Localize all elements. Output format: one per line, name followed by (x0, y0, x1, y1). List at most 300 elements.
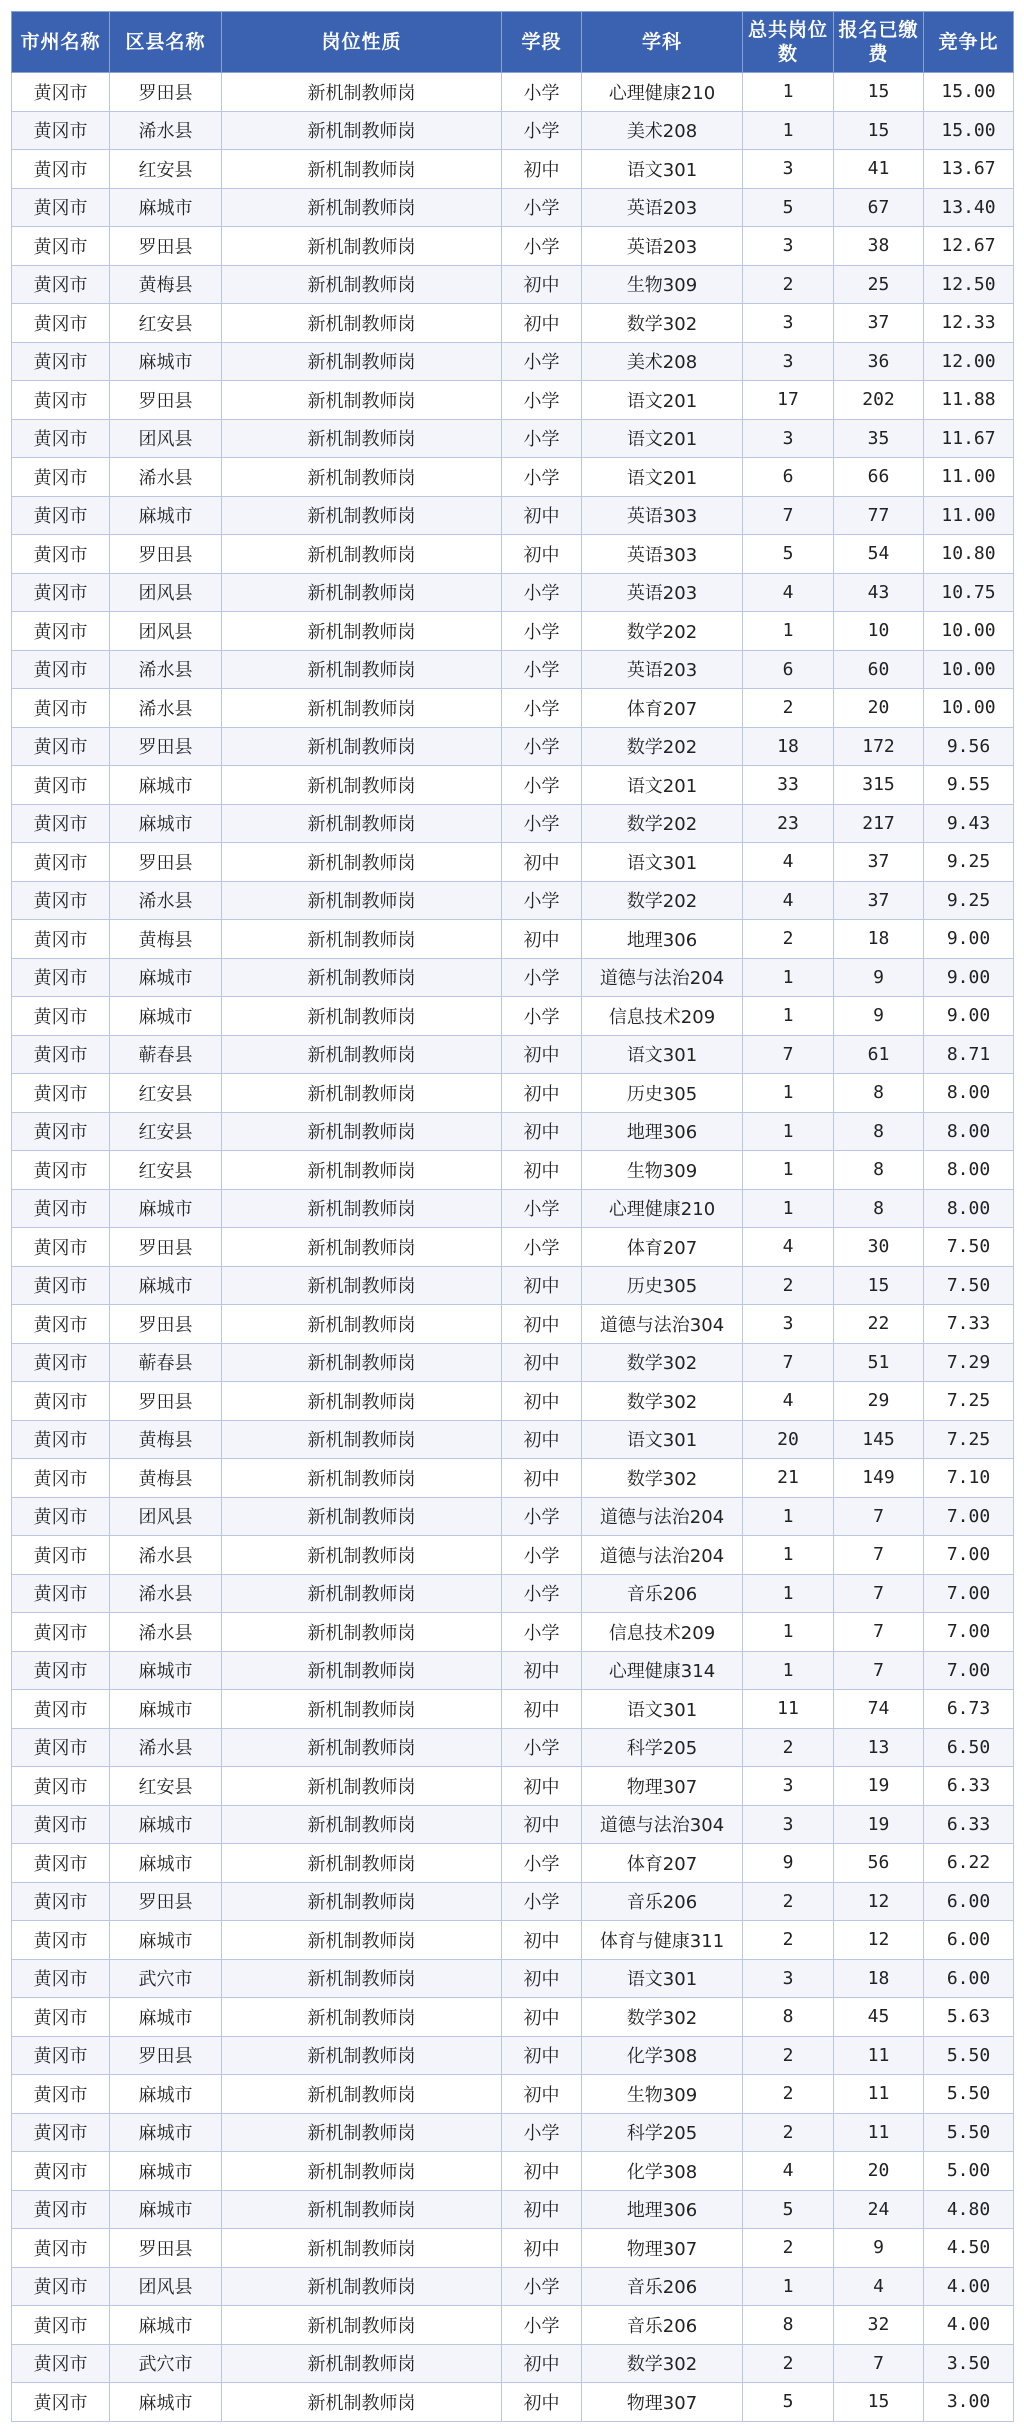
header-paid-applicants: 报名已缴费 (834, 12, 924, 73)
cell-competition-ratio: 7.33 (924, 1305, 1014, 1344)
cell-competition-ratio: 10.00 (924, 650, 1014, 689)
cell-competition-ratio: 7.50 (924, 1228, 1014, 1267)
cell-total-positions: 1 (743, 1074, 834, 1113)
cell-paid-applicants: 25 (834, 265, 924, 304)
table-row (12, 1189, 1014, 1228)
cell-competition-ratio: 9.55 (924, 766, 1014, 805)
cell-county: 浠水县 (110, 1536, 222, 1575)
cell-position-type: 新机制教师岗 (222, 188, 502, 227)
cell-paid-applicants: 74 (834, 1690, 924, 1729)
cell-paid-applicants: 8 (834, 1112, 924, 1151)
cell-city: 黄冈市 (12, 1266, 110, 1305)
cell-subject: 语文301 (582, 1420, 743, 1459)
cell-subject: 体育207 (582, 1844, 743, 1883)
cell-position-type: 新机制教师岗 (222, 1074, 502, 1113)
cell-city: 黄冈市 (12, 997, 110, 1036)
cell-paid-applicants: 30 (834, 1228, 924, 1267)
cell-competition-ratio: 7.00 (924, 1613, 1014, 1652)
cell-total-positions: 1 (743, 1497, 834, 1536)
cell-county: 黄梅县 (110, 1420, 222, 1459)
table-row (12, 2306, 1014, 2345)
cell-school-level: 小学 (502, 2267, 582, 2306)
cell-total-positions: 5 (743, 188, 834, 227)
cell-total-positions: 1 (743, 612, 834, 651)
cell-city: 黄冈市 (12, 727, 110, 766)
cell-position-type: 新机制教师岗 (222, 2113, 502, 2152)
cell-county: 麻城市 (110, 766, 222, 805)
table-row (12, 1921, 1014, 1960)
cell-subject: 语文301 (582, 1690, 743, 1729)
cell-subject: 数学302 (582, 2344, 743, 2383)
cell-city: 黄冈市 (12, 2152, 110, 2191)
cell-city: 黄冈市 (12, 496, 110, 535)
cell-competition-ratio: 9.56 (924, 727, 1014, 766)
cell-school-level: 初中 (502, 1151, 582, 1190)
cell-total-positions: 2 (743, 2075, 834, 2114)
cell-paid-applicants: 7 (834, 1613, 924, 1652)
cell-subject: 数学302 (582, 304, 743, 343)
table-row (12, 689, 1014, 728)
cell-total-positions: 1 (743, 1574, 834, 1613)
cell-city: 黄冈市 (12, 1844, 110, 1883)
cell-city: 黄冈市 (12, 2036, 110, 2075)
cell-subject: 英语203 (582, 188, 743, 227)
cell-paid-applicants: 22 (834, 1305, 924, 1344)
cell-total-positions: 33 (743, 766, 834, 805)
cell-school-level: 初中 (502, 1690, 582, 1729)
cell-school-level: 小学 (502, 1189, 582, 1228)
cell-school-level: 初中 (502, 535, 582, 574)
cell-position-type: 新机制教师岗 (222, 612, 502, 651)
cell-subject: 体育与健康311 (582, 1921, 743, 1960)
cell-position-type: 新机制教师岗 (222, 1420, 502, 1459)
cell-school-level: 初中 (502, 1035, 582, 1074)
cell-school-level: 初中 (502, 1074, 582, 1113)
cell-position-type: 新机制教师岗 (222, 2267, 502, 2306)
cell-position-type: 新机制教师岗 (222, 1343, 502, 1382)
table-row (12, 881, 1014, 920)
cell-school-level: 小学 (502, 573, 582, 612)
cell-city: 黄冈市 (12, 843, 110, 882)
cell-total-positions: 3 (743, 1305, 834, 1344)
cell-county: 麻城市 (110, 342, 222, 381)
cell-city: 黄冈市 (12, 535, 110, 574)
cell-school-level: 初中 (502, 1921, 582, 1960)
cell-school-level: 小学 (502, 727, 582, 766)
cell-city: 黄冈市 (12, 1536, 110, 1575)
cell-subject: 生物309 (582, 2075, 743, 2114)
table-row (12, 2267, 1014, 2306)
cell-total-positions: 3 (743, 227, 834, 266)
table-row (12, 1343, 1014, 1382)
cell-competition-ratio: 7.00 (924, 1574, 1014, 1613)
cell-competition-ratio: 5.50 (924, 2036, 1014, 2075)
cell-paid-applicants: 202 (834, 381, 924, 420)
cell-county: 罗田县 (110, 727, 222, 766)
table-row (12, 2036, 1014, 2075)
cell-subject: 音乐206 (582, 2267, 743, 2306)
cell-county: 麻城市 (110, 2383, 222, 2422)
cell-school-level: 初中 (502, 496, 582, 535)
cell-school-level: 初中 (502, 304, 582, 343)
cell-position-type: 新机制教师岗 (222, 73, 502, 112)
cell-competition-ratio: 10.80 (924, 535, 1014, 574)
cell-position-type: 新机制教师岗 (222, 920, 502, 959)
cell-competition-ratio: 11.00 (924, 458, 1014, 497)
cell-paid-applicants: 7 (834, 1651, 924, 1690)
table-row (12, 1497, 1014, 1536)
cell-school-level: 小学 (502, 342, 582, 381)
table-row (12, 1382, 1014, 1421)
cell-county: 浠水县 (110, 1574, 222, 1613)
cell-school-level: 初中 (502, 920, 582, 959)
cell-competition-ratio: 4.50 (924, 2229, 1014, 2268)
cell-position-type: 新机制教师岗 (222, 2190, 502, 2229)
cell-competition-ratio: 9.25 (924, 881, 1014, 920)
cell-county: 浠水县 (110, 1728, 222, 1767)
cell-total-positions: 4 (743, 573, 834, 612)
cell-subject: 科学205 (582, 2113, 743, 2152)
cell-competition-ratio: 12.33 (924, 304, 1014, 343)
cell-total-positions: 17 (743, 381, 834, 420)
cell-competition-ratio: 3.50 (924, 2344, 1014, 2383)
cell-competition-ratio: 3.00 (924, 2383, 1014, 2422)
cell-city: 黄冈市 (12, 2383, 110, 2422)
cell-competition-ratio: 7.25 (924, 1382, 1014, 1421)
cell-subject: 语文301 (582, 1035, 743, 1074)
cell-total-positions: 21 (743, 1459, 834, 1498)
cell-total-positions: 1 (743, 997, 834, 1036)
table-row (12, 573, 1014, 612)
cell-total-positions: 4 (743, 843, 834, 882)
cell-paid-applicants: 45 (834, 1998, 924, 2037)
cell-position-type: 新机制教师岗 (222, 1805, 502, 1844)
cell-competition-ratio: 7.29 (924, 1343, 1014, 1382)
table-row (12, 150, 1014, 189)
cell-paid-applicants: 217 (834, 804, 924, 843)
cell-position-type: 新机制教师岗 (222, 2036, 502, 2075)
cell-paid-applicants: 9 (834, 2229, 924, 2268)
cell-city: 黄冈市 (12, 2267, 110, 2306)
cell-county: 红安县 (110, 1767, 222, 1806)
cell-city: 黄冈市 (12, 1189, 110, 1228)
cell-paid-applicants: 11 (834, 2113, 924, 2152)
cell-position-type: 新机制教师岗 (222, 573, 502, 612)
cell-city: 黄冈市 (12, 1882, 110, 1921)
cell-total-positions: 2 (743, 1921, 834, 1960)
cell-position-type: 新机制教师岗 (222, 1613, 502, 1652)
cell-paid-applicants: 37 (834, 881, 924, 920)
cell-total-positions: 4 (743, 881, 834, 920)
cell-subject: 数学302 (582, 1343, 743, 1382)
cell-city: 黄冈市 (12, 227, 110, 266)
cell-subject: 体育207 (582, 1228, 743, 1267)
cell-paid-applicants: 43 (834, 573, 924, 612)
cell-county: 罗田县 (110, 2036, 222, 2075)
cell-position-type: 新机制教师岗 (222, 111, 502, 150)
cell-county: 麻城市 (110, 2113, 222, 2152)
cell-school-level: 小学 (502, 958, 582, 997)
cell-competition-ratio: 12.50 (924, 265, 1014, 304)
cell-competition-ratio: 15.00 (924, 111, 1014, 150)
cell-city: 黄冈市 (12, 304, 110, 343)
cell-county: 罗田县 (110, 1382, 222, 1421)
cell-total-positions: 4 (743, 2152, 834, 2191)
table-row (12, 1112, 1014, 1151)
cell-total-positions: 1 (743, 111, 834, 150)
cell-paid-applicants: 19 (834, 1805, 924, 1844)
cell-school-level: 初中 (502, 1767, 582, 1806)
cell-county: 麻城市 (110, 1844, 222, 1883)
cell-county: 罗田县 (110, 381, 222, 420)
cell-paid-applicants: 13 (834, 1728, 924, 1767)
cell-county: 团风县 (110, 2267, 222, 2306)
cell-position-type: 新机制教师岗 (222, 1035, 502, 1074)
cell-paid-applicants: 77 (834, 496, 924, 535)
cell-paid-applicants: 7 (834, 1497, 924, 1536)
cell-city: 黄冈市 (12, 458, 110, 497)
cell-position-type: 新机制教师岗 (222, 1998, 502, 2037)
cell-city: 黄冈市 (12, 1690, 110, 1729)
cell-position-type: 新机制教师岗 (222, 1728, 502, 1767)
cell-position-type: 新机制教师岗 (222, 958, 502, 997)
cell-position-type: 新机制教师岗 (222, 1959, 502, 1998)
table-row (12, 1651, 1014, 1690)
table-row (12, 2113, 1014, 2152)
cell-school-level: 小学 (502, 1497, 582, 1536)
cell-total-positions: 6 (743, 458, 834, 497)
cell-paid-applicants: 56 (834, 1844, 924, 1883)
table-header (12, 12, 1014, 73)
cell-total-positions: 11 (743, 1690, 834, 1729)
header-county: 区县名称 (110, 12, 222, 73)
table-row (12, 2344, 1014, 2383)
cell-county: 黄梅县 (110, 920, 222, 959)
table-row (12, 227, 1014, 266)
cell-position-type: 新机制教师岗 (222, 881, 502, 920)
cell-position-type: 新机制教师岗 (222, 304, 502, 343)
cell-county: 红安县 (110, 1112, 222, 1151)
cell-subject: 体育207 (582, 689, 743, 728)
cell-county: 麻城市 (110, 958, 222, 997)
cell-school-level: 初中 (502, 2383, 582, 2422)
table-row (12, 1228, 1014, 1267)
cell-subject: 英语303 (582, 535, 743, 574)
cell-competition-ratio: 4.80 (924, 2190, 1014, 2229)
cell-total-positions: 18 (743, 727, 834, 766)
header-city: 市州名称 (12, 12, 110, 73)
cell-competition-ratio: 10.00 (924, 612, 1014, 651)
cell-city: 黄冈市 (12, 1574, 110, 1613)
cell-subject: 物理307 (582, 1767, 743, 1806)
table-row (12, 73, 1014, 112)
cell-school-level: 小学 (502, 73, 582, 112)
cell-county: 团风县 (110, 573, 222, 612)
cell-position-type: 新机制教师岗 (222, 1305, 502, 1344)
header-competition-ratio: 竞争比 (924, 12, 1014, 73)
cell-position-type: 新机制教师岗 (222, 2152, 502, 2191)
cell-subject: 历史305 (582, 1266, 743, 1305)
cell-subject: 道德与法治304 (582, 1805, 743, 1844)
cell-school-level: 小学 (502, 419, 582, 458)
table-row (12, 1959, 1014, 1998)
cell-competition-ratio: 6.22 (924, 1844, 1014, 1883)
table-row (12, 111, 1014, 150)
cell-county: 武穴市 (110, 2344, 222, 2383)
cell-city: 黄冈市 (12, 573, 110, 612)
cell-paid-applicants: 20 (834, 2152, 924, 2191)
cell-competition-ratio: 9.43 (924, 804, 1014, 843)
table-row (12, 650, 1014, 689)
cell-county: 罗田县 (110, 1882, 222, 1921)
header-total-positions: 总共岗位数 (743, 12, 834, 73)
cell-city: 黄冈市 (12, 920, 110, 959)
table-row (12, 766, 1014, 805)
cell-total-positions: 1 (743, 73, 834, 112)
cell-paid-applicants: 7 (834, 1574, 924, 1613)
cell-school-level: 小学 (502, 381, 582, 420)
cell-county: 麻城市 (110, 496, 222, 535)
cell-competition-ratio: 9.00 (924, 997, 1014, 1036)
cell-total-positions: 2 (743, 265, 834, 304)
cell-total-positions: 6 (743, 650, 834, 689)
cell-subject: 地理306 (582, 920, 743, 959)
cell-paid-applicants: 61 (834, 1035, 924, 1074)
cell-competition-ratio: 9.25 (924, 843, 1014, 882)
cell-competition-ratio: 9.00 (924, 958, 1014, 997)
cell-total-positions: 5 (743, 535, 834, 574)
cell-school-level: 小学 (502, 612, 582, 651)
cell-subject: 数学302 (582, 1459, 743, 1498)
cell-city: 黄冈市 (12, 150, 110, 189)
cell-subject: 信息技术209 (582, 1613, 743, 1652)
cell-competition-ratio: 11.67 (924, 419, 1014, 458)
cell-competition-ratio: 5.50 (924, 2113, 1014, 2152)
cell-paid-applicants: 67 (834, 188, 924, 227)
cell-competition-ratio: 7.00 (924, 1651, 1014, 1690)
cell-county: 麻城市 (110, 1805, 222, 1844)
cell-school-level: 小学 (502, 1844, 582, 1883)
header-position-type: 岗位性质 (222, 12, 502, 73)
cell-position-type: 新机制教师岗 (222, 535, 502, 574)
cell-subject: 物理307 (582, 2383, 743, 2422)
cell-school-level: 初中 (502, 1382, 582, 1421)
table-row (12, 920, 1014, 959)
cell-county: 浠水县 (110, 111, 222, 150)
cell-total-positions: 2 (743, 1882, 834, 1921)
cell-position-type: 新机制教师岗 (222, 496, 502, 535)
cell-school-level: 小学 (502, 227, 582, 266)
cell-city: 黄冈市 (12, 1651, 110, 1690)
cell-school-level: 初中 (502, 265, 582, 304)
cell-total-positions: 1 (743, 2267, 834, 2306)
cell-city: 黄冈市 (12, 265, 110, 304)
cell-city: 黄冈市 (12, 1805, 110, 1844)
table-row (12, 381, 1014, 420)
cell-city: 黄冈市 (12, 1074, 110, 1113)
cell-subject: 道德与法治204 (582, 1536, 743, 1575)
cell-county: 红安县 (110, 150, 222, 189)
cell-subject: 物理307 (582, 2229, 743, 2268)
cell-school-level: 初中 (502, 1112, 582, 1151)
cell-subject: 道德与法治204 (582, 1497, 743, 1536)
cell-city: 黄冈市 (12, 188, 110, 227)
cell-city: 黄冈市 (12, 1382, 110, 1421)
cell-paid-applicants: 11 (834, 2075, 924, 2114)
cell-competition-ratio: 6.00 (924, 1921, 1014, 1960)
table-row (12, 1844, 1014, 1883)
cell-city: 黄冈市 (12, 1767, 110, 1806)
table-row (12, 304, 1014, 343)
table-row (12, 1266, 1014, 1305)
cell-position-type: 新机制教师岗 (222, 1574, 502, 1613)
cell-position-type: 新机制教师岗 (222, 2383, 502, 2422)
cell-subject: 音乐206 (582, 1574, 743, 1613)
table-row (12, 1459, 1014, 1498)
cell-county: 罗田县 (110, 843, 222, 882)
cell-county: 浠水县 (110, 458, 222, 497)
cell-position-type: 新机制教师岗 (222, 650, 502, 689)
cell-county: 武穴市 (110, 1959, 222, 1998)
cell-school-level: 初中 (502, 2075, 582, 2114)
cell-paid-applicants: 36 (834, 342, 924, 381)
cell-competition-ratio: 10.00 (924, 689, 1014, 728)
cell-school-level: 初中 (502, 1651, 582, 1690)
cell-subject: 数学202 (582, 727, 743, 766)
cell-competition-ratio: 7.00 (924, 1497, 1014, 1536)
cell-competition-ratio: 6.00 (924, 1882, 1014, 1921)
cell-subject: 数学202 (582, 881, 743, 920)
cell-position-type: 新机制教师岗 (222, 1921, 502, 1960)
cell-position-type: 新机制教师岗 (222, 458, 502, 497)
cell-total-positions: 5 (743, 2190, 834, 2229)
cell-county: 麻城市 (110, 804, 222, 843)
cell-city: 黄冈市 (12, 2113, 110, 2152)
cell-subject: 语文201 (582, 458, 743, 497)
cell-competition-ratio: 5.50 (924, 2075, 1014, 2114)
cell-subject: 英语303 (582, 496, 743, 535)
cell-county: 浠水县 (110, 650, 222, 689)
cell-school-level: 小学 (502, 689, 582, 728)
cell-school-level: 小学 (502, 881, 582, 920)
cell-position-type: 新机制教师岗 (222, 1882, 502, 1921)
cell-paid-applicants: 7 (834, 1536, 924, 1575)
cell-total-positions: 1 (743, 958, 834, 997)
cell-competition-ratio: 11.88 (924, 381, 1014, 420)
table-row (12, 419, 1014, 458)
cell-city: 黄冈市 (12, 612, 110, 651)
cell-city: 黄冈市 (12, 2344, 110, 2383)
cell-competition-ratio: 8.00 (924, 1189, 1014, 1228)
cell-subject: 心理健康314 (582, 1651, 743, 1690)
cell-position-type: 新机制教师岗 (222, 150, 502, 189)
cell-subject: 音乐206 (582, 1882, 743, 1921)
cell-position-type: 新机制教师岗 (222, 2306, 502, 2345)
cell-paid-applicants: 19 (834, 1767, 924, 1806)
cell-paid-applicants: 32 (834, 2306, 924, 2345)
cell-subject: 心理健康210 (582, 1189, 743, 1228)
cell-total-positions: 1 (743, 1112, 834, 1151)
cell-school-level: 小学 (502, 188, 582, 227)
cell-subject: 语文201 (582, 381, 743, 420)
cell-school-level: 小学 (502, 804, 582, 843)
cell-county: 红安县 (110, 1151, 222, 1190)
cell-competition-ratio: 5.00 (924, 2152, 1014, 2191)
cell-school-level: 初中 (502, 1420, 582, 1459)
cell-city: 黄冈市 (12, 111, 110, 150)
cell-subject: 化学308 (582, 2036, 743, 2075)
cell-paid-applicants: 51 (834, 1343, 924, 1382)
